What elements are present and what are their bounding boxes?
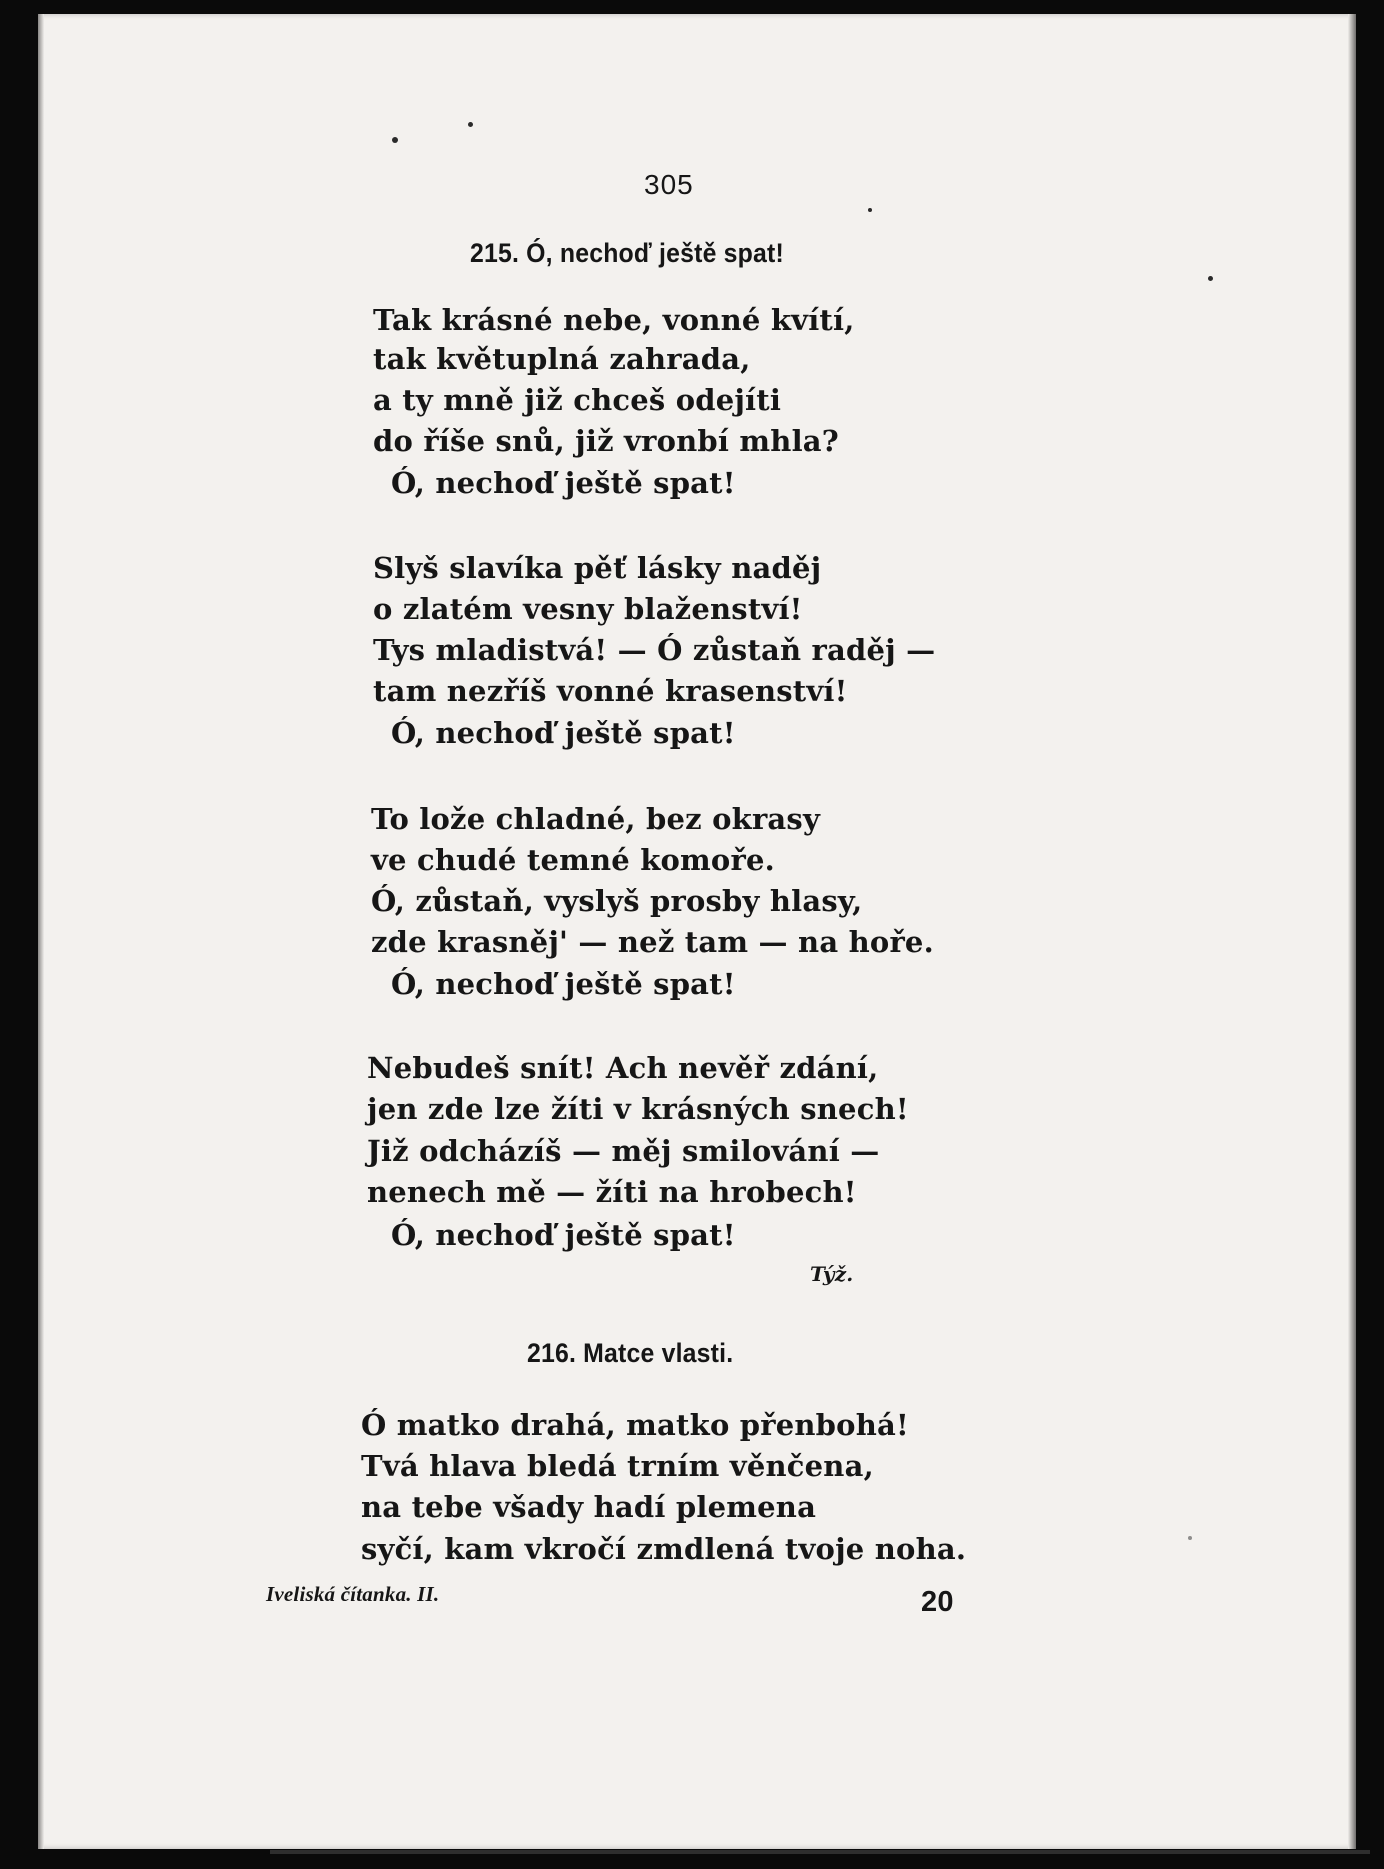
poem-line: Slyš slavíka pěť lásky naděj xyxy=(373,551,822,585)
print-speck xyxy=(1188,1536,1192,1540)
print-speck xyxy=(868,208,872,212)
poem-line: Ó, nechoď ještě spat! xyxy=(391,716,736,750)
page-left-shadow xyxy=(38,14,44,1849)
poem-line: Ó, zůstaň, vyslyš prosby hlasy, xyxy=(371,884,863,918)
poem-line: Tvá hlava bledá trním věnčena, xyxy=(361,1449,874,1483)
poem-line: do říše snů, již vronbí mhla? xyxy=(373,424,839,458)
poem-line: na tebe všady hadí plemena xyxy=(361,1490,817,1524)
poem-line: tam nezříš vonné krasenství! xyxy=(373,674,848,708)
book-title-footer: Iveliská čítanka. II. xyxy=(266,1582,440,1606)
poem-line: Ó, nechoď ještě spat! xyxy=(391,967,736,1001)
scan-bottom-edge xyxy=(270,1850,1370,1854)
poem-line: zde krasněj' — než tam — na hoře. xyxy=(371,925,934,959)
page-number: 305 xyxy=(644,169,694,200)
poem-heading: 215. Ó, nechoď ještě spat! xyxy=(470,238,784,268)
print-speck xyxy=(392,137,398,143)
poem-line: a ty mně již chceš odejíti xyxy=(373,383,782,417)
poem-line: Ó matko drahá, matko přenbohá! xyxy=(361,1408,909,1442)
poem-line: jen zde lze žíti v krásných snech! xyxy=(367,1092,909,1126)
poem-line: tak květuplná zahrada, xyxy=(373,342,751,376)
poem-line: Nebudeš snít! Ach nevěř zdání, xyxy=(367,1051,879,1085)
poem-line: Ó, nechoď ještě spat! xyxy=(391,466,736,500)
poem-line: ve chudé temné komoře. xyxy=(371,843,775,877)
print-speck xyxy=(468,122,473,127)
poem-heading: 216. Matce vlasti. xyxy=(527,1338,734,1368)
signature-number: 20 xyxy=(921,1586,954,1618)
poem-author: Týž. xyxy=(810,1262,854,1286)
poem-line: syčí, kam vkročí zmdlená tvoje noha. xyxy=(361,1532,967,1566)
page-right-shadow xyxy=(1348,14,1356,1849)
poem-line: o zlatém vesny blaženství! xyxy=(373,592,803,626)
poem-line: Ó, nechoď ještě spat! xyxy=(391,1218,736,1252)
poem-line: Tys mladistvá! — Ó zůstaň raděj — xyxy=(373,633,936,667)
poem-line: To lože chladné, bez okrasy xyxy=(371,802,820,836)
poem-line: nenech mě — žíti na hrobech! xyxy=(367,1175,857,1209)
poem-line: Tak krásné nebe, vonné kvítí, xyxy=(373,303,855,337)
print-speck xyxy=(1208,276,1213,281)
poem-line: Již odcházíš — měj smilování — xyxy=(367,1134,880,1168)
